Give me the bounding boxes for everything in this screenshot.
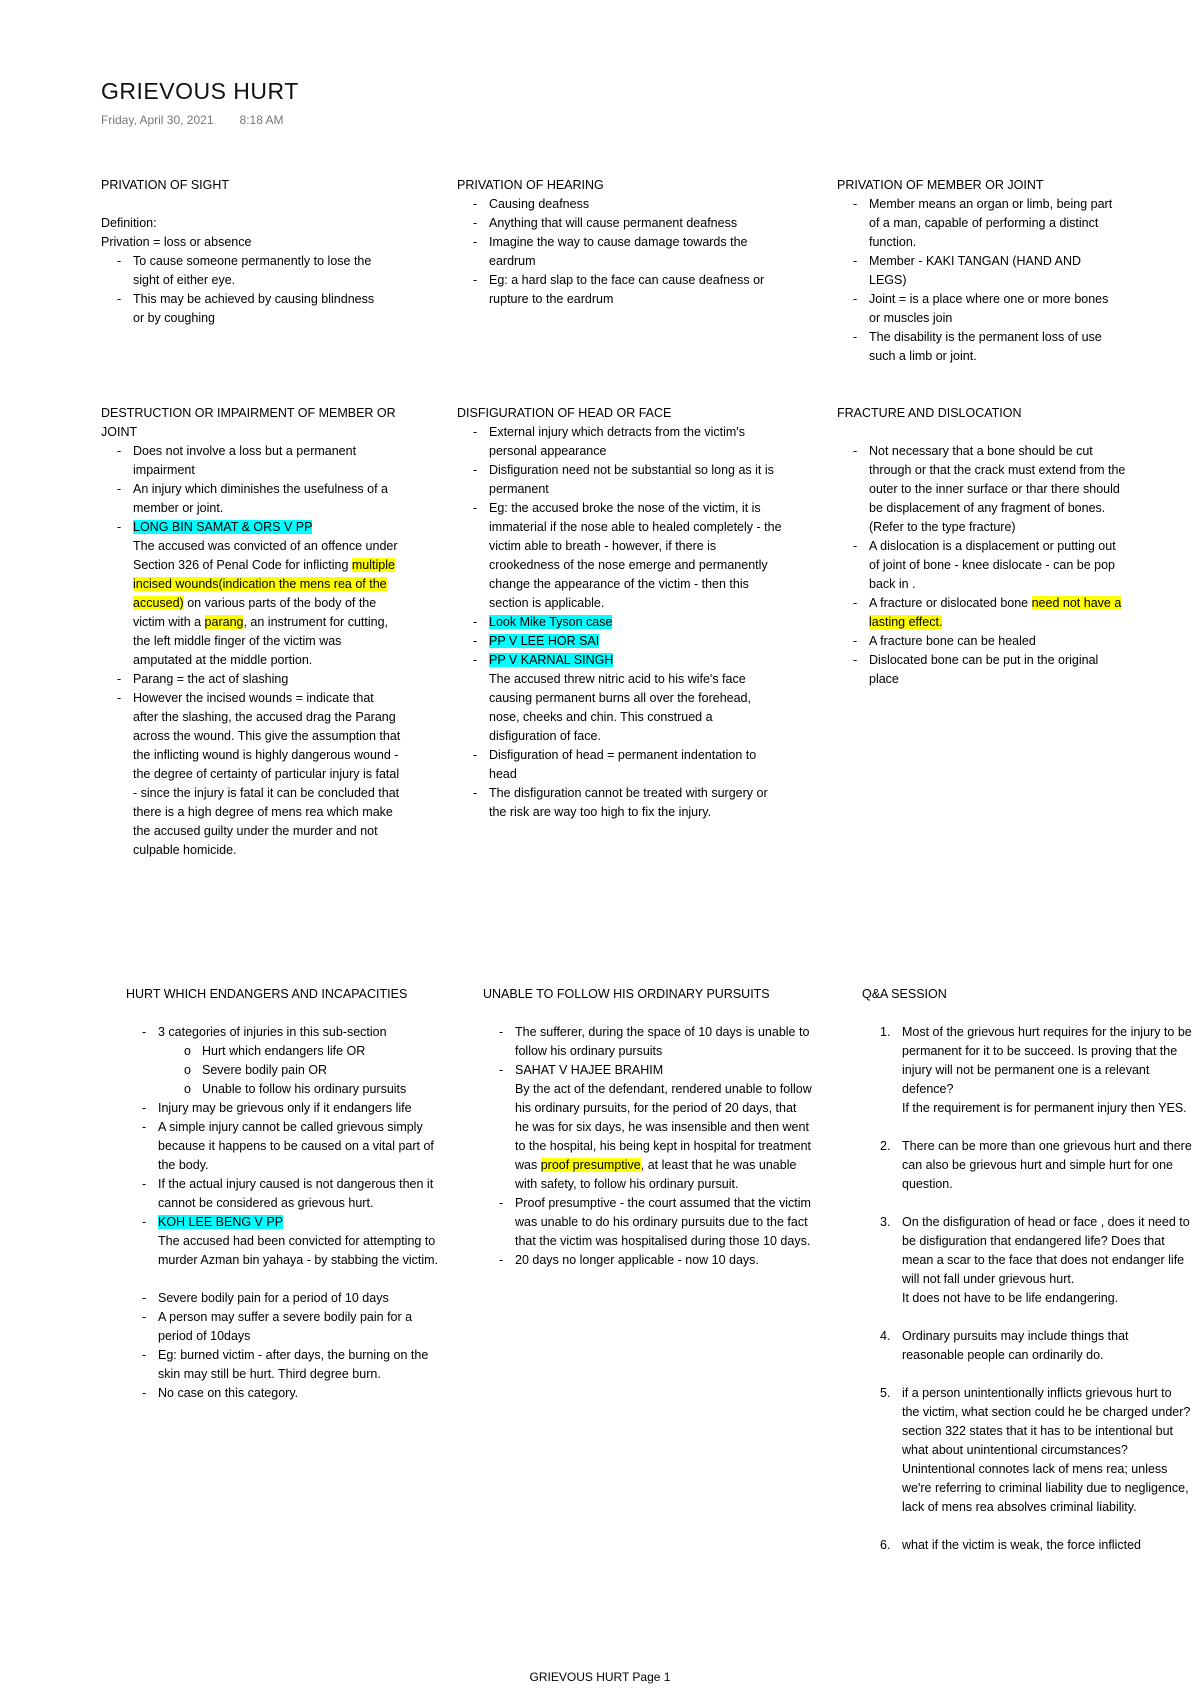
list-item: - Disfiguration need not be substantial so long as it is permanent: [489, 461, 782, 499]
qa-item: [880, 1536, 1192, 1555]
highlight-text: multiple incised wounds(indication the mens rea of the accused): [133, 558, 395, 610]
bullet-list: [837, 195, 1117, 366]
page-title: GRIEVOUS HURT: [101, 78, 299, 104]
case-description: [515, 1080, 813, 1194]
list-item: - The sufferer, during the space of 10 days is unable to follow his ordinary pursuits: [515, 1023, 813, 1061]
qa-item: [880, 1213, 1192, 1308]
bullet-list: [457, 195, 787, 309]
highlight-text: proof presumptive: [540, 1158, 641, 1172]
section-disfiguration: [457, 404, 782, 822]
list-item: [158, 1023, 446, 1099]
list-item: - However the incised wounds = indicate that after the slashing, the accused drag the Parang across the wound. This give the assumption that the inflicting wound is highly dangerous wound - the degree of certainty of particular injury is fatal - since the injury is fatal it can be concluded that there is a high degree of mens rea which make the accused guilty under the murder and not culpable homicide.: [133, 689, 401, 860]
section-heading: UNABLE TO FOLLOW HIS ORDINARY PURSUITS: [483, 987, 770, 1001]
case-item: [489, 613, 782, 632]
list-item: - An injury which diminishes the usefulness of a member or joint.: [133, 480, 401, 518]
list-item: - Imagine the way to cause damage towards the eardrum: [489, 233, 787, 271]
case-item: [489, 651, 782, 670]
case-text: The accused was convicted of an offence under Section 326 of Penal Code for inflicting: [133, 539, 398, 572]
bullet-list: [101, 442, 401, 860]
section-heading: PRIVATION OF MEMBER OR JOINT: [837, 178, 1044, 192]
list-item: - A dislocation is a displacement or putting out of joint of bone - knee dislocate - can be pop back in .: [869, 537, 1127, 594]
case-text: , at least that he was unable with safety, to follow his ordinary pursuit.: [515, 1158, 797, 1191]
section-privation-hearing: [457, 176, 787, 309]
list-item: - This may be achieved by causing blindness or by coughing: [133, 290, 381, 328]
list-item: - External injury which detracts from the victim's personal appearance: [489, 423, 782, 461]
section-heading: FRACTURE AND DISLOCATION: [837, 406, 1022, 420]
highlight-text: need not have a lasting effect.: [869, 596, 1122, 629]
section-heading: PRIVATION OF HEARING: [457, 178, 604, 192]
list-item: - Eg: the accused broke the nose of the victim, it is immaterial if the nose able to healed completely - the victim able to breath - however, if there is crookedness of the nose emerge and permanently change the appearance of the victim - then this section is applicable.: [489, 499, 782, 613]
qa-question: Ordinary pursuits may include things that reasonable people can ordinarily do.: [902, 1329, 1129, 1362]
section-ordinary-pursuits: [483, 985, 813, 1270]
bullet-list: [483, 1023, 813, 1270]
page-time: 8:18 AM: [239, 113, 284, 127]
list-item: - Disfiguration of head = permanent indentation to head: [489, 746, 782, 784]
highlight-text: parang: [204, 615, 244, 629]
qa-question: if a person unintentionally inflicts grievous hurt to the victim, what section could he be charged under? section 322 states that it has to be intentional but what about unintentional circumstances?: [902, 1386, 1191, 1457]
section-privation-sight: [101, 176, 381, 328]
list-item: - 20 days no longer applicable - now 10 days.: [515, 1251, 813, 1270]
list-item: - Parang = the act of slashing: [133, 670, 401, 689]
case-description: The accused threw nitric acid to his wife's face causing permanent burns all over the forehead, nose, cheeks and chin. This construed a disfiguration of face.: [489, 672, 751, 743]
qa-question: There can be more than one grievous hurt and there can also be grievous hurt and simple hurt for one question.: [902, 1139, 1192, 1191]
qa-item: [880, 1327, 1192, 1365]
case-name: KOH LEE BENG V PP: [158, 1215, 284, 1229]
qa-item: [880, 1384, 1192, 1517]
qa-question: what if the victim is weak, the force inflicted: [902, 1538, 1141, 1552]
case-name: PP V LEE HOR SAI: [489, 634, 600, 648]
page-datetime: [101, 113, 284, 127]
sub-item: o Hurt which endangers life OR: [202, 1042, 446, 1061]
bullet-list: [837, 442, 1127, 689]
section-heading: PRIVATION OF SIGHT: [101, 178, 230, 192]
qa-list: [862, 1023, 1192, 1555]
case-item: [489, 632, 782, 651]
list-item: - Joint = is a place where one or more bones or muscles join: [869, 290, 1117, 328]
qa-question: Most of the grievous hurt requires for the injury to be permanent for it to be succeed. Is proving that the injury will not be permanent one is a relevant defence?: [902, 1025, 1192, 1096]
case-description: [133, 537, 401, 670]
list-item: - No case on this category.: [158, 1384, 446, 1403]
section-heading: Q&A SESSION: [862, 987, 947, 1001]
list-item: - Causing deafness: [489, 195, 787, 214]
case-name: Look Mike Tyson case: [489, 615, 613, 629]
item-text: A fracture or dislocated bone: [869, 596, 1032, 610]
list-item: - If the actual injury caused is not dangerous then it cannot be considered as grievous hurt.: [158, 1175, 446, 1213]
section-heading: HURT WHICH ENDANGERS AND INCAPACITIES: [126, 987, 408, 1001]
bullet-list: [101, 252, 381, 328]
section-destruction-impairment: [101, 404, 401, 860]
case-name: LONG BIN SAMAT & ORS V PP: [133, 520, 313, 534]
item-text: 3 categories of injuries in this sub-section: [158, 1025, 387, 1039]
section-qa: [862, 985, 1192, 1574]
list-item: - Proof presumptive - the court assumed that the victim was unable to do his ordinary pursuits due to the fact that the victim was hospitalised during those 10 days.: [515, 1194, 813, 1251]
section-fracture-dislocation: [837, 404, 1127, 689]
definition-text: Privation = loss or absence: [101, 235, 252, 249]
list-item: - Anything that will cause permanent deafness: [489, 214, 787, 233]
list-item: - The disfiguration cannot be treated with surgery or the risk are way too high to fix the injury.: [489, 784, 782, 822]
bullet-list: [126, 1289, 446, 1403]
list-item: - SAHAT V HAJEE BRAHIM: [515, 1061, 813, 1080]
list-item: - The disability is the permanent loss of use such a limb or joint.: [869, 328, 1117, 366]
qa-item: [880, 1023, 1192, 1118]
case-item: [133, 518, 401, 537]
list-item: - To cause someone permanently to lose the sight of either eye.: [133, 252, 381, 290]
list-item: - A fracture bone can be healed: [869, 632, 1127, 651]
sub-item: o Unable to follow his ordinary pursuits: [202, 1080, 446, 1099]
qa-answer: It does not have to be life endangering.: [902, 1291, 1119, 1305]
list-item: - Member means an organ or limb, being part of a man, capable of performing a distinct function.: [869, 195, 1117, 252]
page-date: Friday, April 30, 2021: [101, 113, 214, 127]
sub-item: o Severe bodily pain OR: [202, 1061, 446, 1080]
qa-number: 1.: [880, 1025, 891, 1039]
list-item: - Dislocated bone can be put in the original place: [869, 651, 1127, 689]
qa-number: 4.: [880, 1329, 891, 1343]
list-item: - Injury may be grievous only if it endangers life: [158, 1099, 446, 1118]
list-item: - Eg: burned victim - after days, the burning on the skin may still be hurt. Third degree burn.: [158, 1346, 446, 1384]
case-item: [158, 1213, 446, 1232]
case-text: By the act of the defendant, rendered unable to follow his ordinary pursuits, for the period of 20 days, that he was for six days, he was insensible and then went to the hospital, his being kept in hospital for treatment was: [515, 1082, 812, 1172]
qa-answer: If the requirement is for permanent injury then YES.: [902, 1101, 1187, 1115]
bullet-list: [457, 423, 782, 822]
section-heading: DESTRUCTION OR IMPAIRMENT OF MEMBER OR JOINT: [101, 406, 396, 439]
qa-number: 3.: [880, 1215, 891, 1229]
qa-item: [880, 1137, 1192, 1194]
case-text: , an instrument for cutting, the left middle finger of the victim was amputated at the middle portion.: [133, 615, 388, 667]
qa-question: On the disfiguration of head or face , does it need to be disfiguration that endangered life? Does that mean a scar to the face that does not endanger life will not fall under grievous hurt.: [902, 1215, 1190, 1286]
page-footer: GRIEVOUS HURT Page 1: [529, 1670, 671, 1684]
definition-label: Definition:: [101, 216, 157, 230]
list-item: - Severe bodily pain for a period of 10 days: [158, 1289, 446, 1308]
list-item: - A simple injury cannot be called grievous simply because it happens to be caused on a vital part of the body.: [158, 1118, 446, 1175]
case-name: PP V KARNAL SINGH: [489, 653, 614, 667]
qa-answer: Unintentional connotes lack of mens rea; unless we're referring to criminal liability due to negligence, lack of mens rea absolves criminal liability.: [902, 1462, 1189, 1514]
sub-list: [158, 1042, 446, 1099]
section-endangers: [126, 985, 446, 1403]
bullet-list: [126, 1023, 446, 1270]
list-item: - Does not involve a loss but a permanent impairment: [133, 442, 401, 480]
qa-number: 2.: [880, 1139, 891, 1153]
qa-number: 5.: [880, 1386, 891, 1400]
list-item: - Member - KAKI TANGAN (HAND AND LEGS): [869, 252, 1117, 290]
list-item: - A person may suffer a severe bodily pain for a period of 10days: [158, 1308, 446, 1346]
section-heading: DISFIGURATION OF HEAD OR FACE: [457, 406, 672, 420]
case-text: on various parts of the body of the victim with a: [133, 596, 377, 629]
qa-number: 6.: [880, 1538, 891, 1552]
case-description: The accused had been convicted for attempting to murder Azman bin yahaya - by stabbing the victim.: [158, 1234, 438, 1267]
list-item: - Not necessary that a bone should be cut through or that the crack must extend from the outer to the inner surface or thar there should be displacement of any fragment of bones. (Refer to the type fracture): [869, 442, 1127, 537]
section-privation-member: [837, 176, 1117, 366]
list-item: - Eg: a hard slap to the face can cause deafness or rupture to the eardrum: [489, 271, 787, 309]
list-item: [869, 594, 1127, 632]
